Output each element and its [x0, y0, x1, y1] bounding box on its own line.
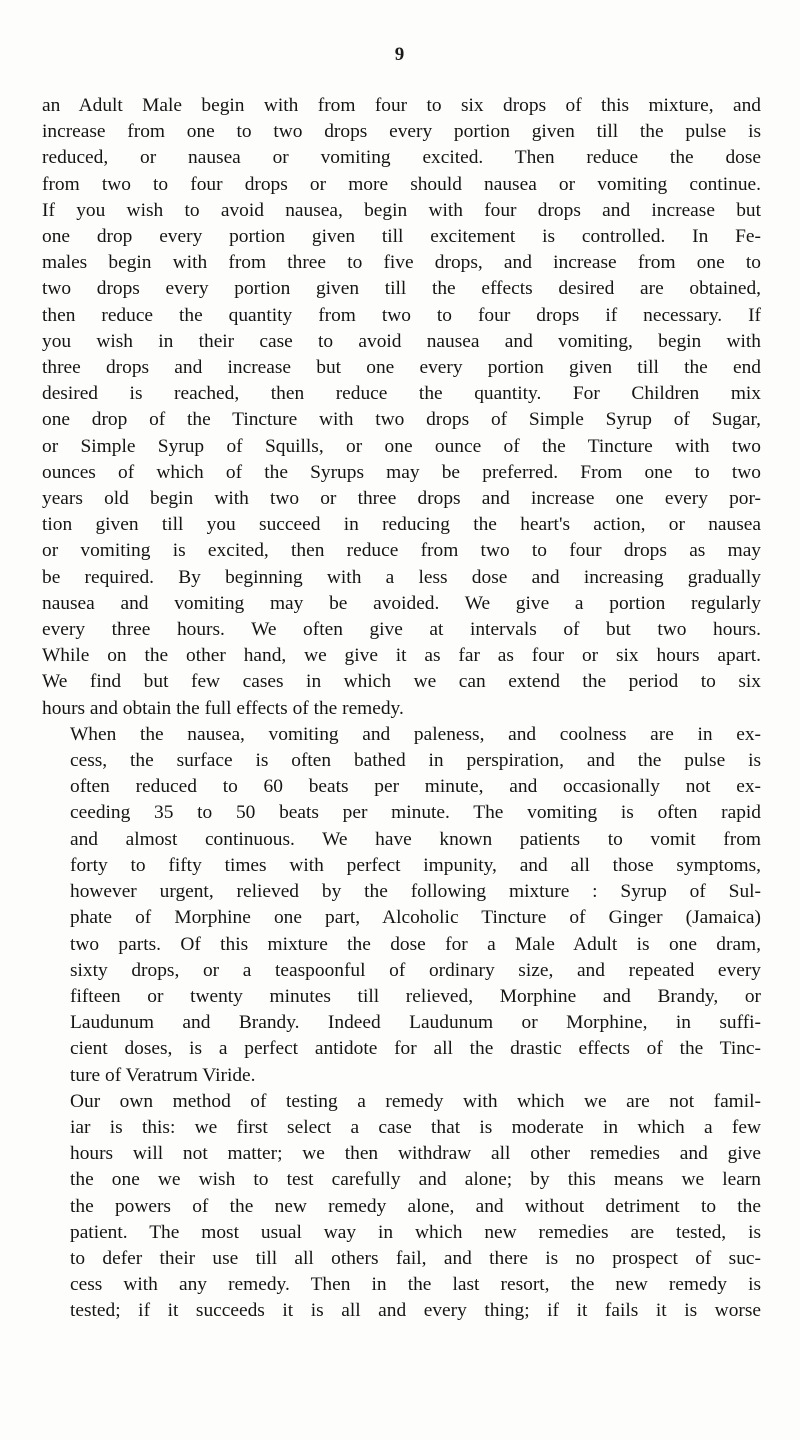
- text-line: or Simple Syrup of Squills, or one ounce of the Tincture with two: [42, 435, 761, 457]
- text-line: While on the other hand, we give it as far as four or six hours apart.: [42, 645, 761, 667]
- text-line: two drops every portion given till the effects desired are obtained,: [42, 278, 761, 300]
- text-line: the one we wish to test carefully and alone; by this means we learn: [70, 1169, 761, 1191]
- text-line: sixty drops, or a teaspoonful of ordinary size, and repeated every: [70, 959, 761, 981]
- text-line: cess with any remedy. Then in the last resort, the new remedy is: [70, 1274, 761, 1296]
- text-line: and almost continuous. We have known patients to vomit from: [70, 828, 761, 850]
- text-line: desired is reached, then reduce the quantity. For Children mix: [42, 383, 761, 405]
- text-line: be required. By beginning with a less dose and increasing gradually: [42, 566, 761, 588]
- text-line: then reduce the quantity from two to four drops if necessary. If: [42, 304, 761, 326]
- text-line: patient. The most usual way in which new remedies are tested, is: [70, 1221, 761, 1243]
- text-line: an Adult Male begin with from four to six drops of this mixture, and: [42, 95, 761, 116]
- text-line: often reduced to 60 beats per minute, and occasionally not ex-: [70, 776, 761, 798]
- text-line: forty to fifty times with perfect impunity, and all those symptoms,: [70, 854, 761, 876]
- text-line: males begin with from three to five drops, and increase from one to: [42, 252, 761, 274]
- text-line: one drop of the Tincture with two drops of Simple Syrup of Sugar,: [42, 409, 761, 431]
- text-line: Our own method of testing a remedy with which we are not famil-: [70, 1090, 761, 1112]
- text-line: reduced, or nausea or vomiting excited. Then reduce the dose: [42, 147, 761, 169]
- text-line: If you wish to avoid nausea, begin with four drops and increase but: [42, 199, 761, 221]
- paragraph-antidote: [42, 722, 761, 1089]
- text-line: ture of Veratrum Viride.: [70, 1064, 256, 1086]
- text-line: Laudunum and Brandy. Indeed Laudunum or Morphine, in suffi-: [70, 1012, 761, 1034]
- text-line: three drops and increase but one every portion given till the end: [42, 357, 761, 379]
- text-line: you wish in their case to avoid nausea and vomiting, begin with: [42, 330, 761, 352]
- text-line: or vomiting is excited, then reduce from two to four drops as may: [42, 540, 761, 562]
- paragraph-testing-method: [42, 1089, 761, 1325]
- text-line: hours will not matter; we then withdraw all other remedies and give: [70, 1143, 761, 1165]
- body-text: [42, 93, 761, 1325]
- text-line: cient doses, is a perfect antidote for all the drastic effects of the Tinc-: [70, 1038, 761, 1060]
- text-line: however urgent, relieved by the following mixture : Syrup of Sul-: [70, 881, 761, 903]
- text-line: one drop every portion given till excitement is controlled. In Fe-: [42, 226, 761, 248]
- text-line: iar is this: we first select a case that is moderate in which a few: [70, 1116, 761, 1138]
- text-line: tion given till you succeed in reducing the heart's action, or nausea: [42, 514, 761, 536]
- text-line: two parts. Of this mixture the dose for a Male Adult is one dram,: [70, 933, 761, 955]
- text-line: fifteen or twenty minutes till relieved, Morphine and Brandy, or: [70, 985, 761, 1007]
- page-number: 9: [394, 44, 406, 65]
- text-line: from two to four drops or more should nausea or vomiting continue.: [42, 173, 761, 195]
- text-line: ceeding 35 to 50 beats per minute. The vomiting is often rapid: [70, 802, 761, 824]
- text-line: years old begin with two or three drops and increase one every por-: [42, 488, 761, 510]
- text-line: to defer their use till all others fail, and there is no prospect of suc-: [70, 1247, 761, 1269]
- text-line: every three hours. We often give at intervals of but two hours.: [42, 619, 761, 641]
- text-line: ounces of which of the Syrups may be preferred. From one to two: [42, 461, 761, 483]
- text-line: When the nausea, vomiting and paleness, and coolness are in ex-: [70, 723, 761, 745]
- paragraph-dosage-instructions: [42, 93, 761, 722]
- text-line: nausea and vomiting may be avoided. We give a portion regularly: [42, 592, 761, 614]
- text-line: the powers of the new remedy alone, and without detriment to the: [70, 1195, 761, 1217]
- text-line: phate of Morphine one part, Alcoholic Tincture of Ginger (Jamaica): [70, 907, 761, 929]
- text-line: increase from one to two drops every portion given till the pulse is: [42, 121, 761, 143]
- text-line: tested; if it succeeds it is all and every thing; if it fails it is worse: [70, 1300, 761, 1322]
- text-line: cess, the surface is often bathed in perspiration, and the pulse is: [70, 750, 761, 772]
- text-line: We find but few cases in which we can extend the period to six: [42, 671, 761, 693]
- text-line: hours and obtain the full effects of the remedy.: [42, 697, 404, 719]
